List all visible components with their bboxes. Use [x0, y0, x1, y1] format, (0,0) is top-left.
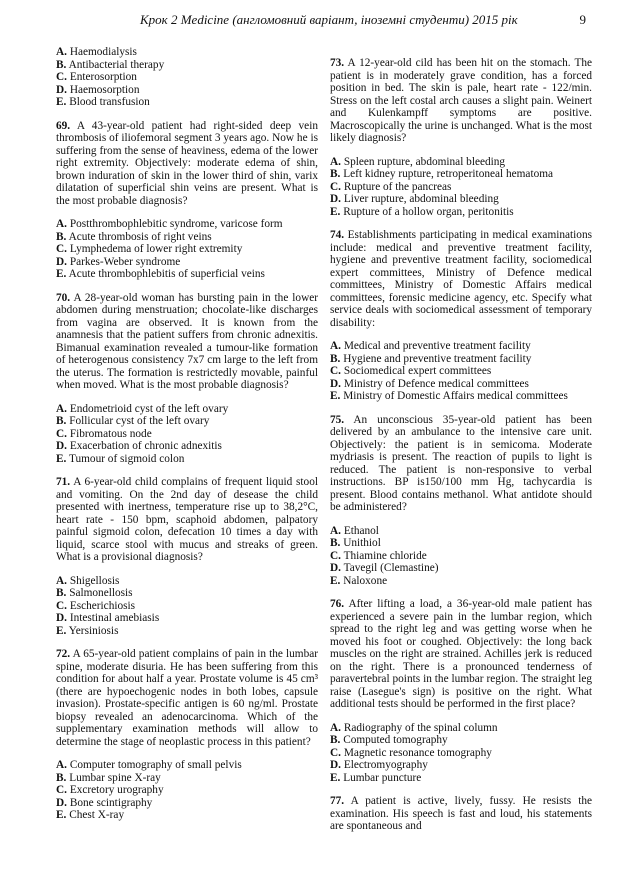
option-text: Lymphedema of lower right extremity [69, 243, 243, 255]
option-letter: A. [56, 759, 67, 771]
option-text: Rupture of the pancreas [343, 180, 452, 193]
answer-option [56, 453, 318, 466]
option-text: Shigellosis [69, 574, 120, 587]
option-text: Acute thrombophlebitis of superficial veins [68, 268, 265, 280]
option-text: Spleen rupture, abdominal bleeding [343, 155, 506, 168]
answer-options [56, 759, 318, 822]
option-letter: E. [56, 452, 67, 465]
lead-options [56, 46, 318, 109]
answer-option [56, 46, 318, 59]
answer-option [330, 340, 592, 353]
question-text: A 6-year-old child complains of frequent liquid stool and vomiting. On the 2nd day of desease the child presented with inertness, temperature rise up to 38,2°C, heart rate - 150 bpm, scaphoid abdomen, palpatory painful sigmoid colon, defecation 10 times a day with liquid, scarce stool with mucus and streaks of green. What is a provisional diagnosis? [56, 476, 318, 563]
option-letter: A. [56, 402, 67, 415]
option-letter: B. [56, 415, 67, 427]
question-stem [56, 292, 318, 392]
answer-option [56, 218, 318, 231]
option-letter: E. [330, 205, 341, 218]
running-title: Крок 2 Medicine (англомовний варіант, іноземні студенти) 2015 рік [140, 12, 518, 27]
question-number: 71. [56, 476, 71, 488]
option-letter: E. [56, 96, 67, 108]
answer-option [330, 759, 592, 772]
question-number: 73. [330, 57, 345, 69]
option-letter: A. [56, 218, 67, 230]
option-text: Ethanol [343, 524, 379, 537]
answer-option [330, 550, 592, 563]
answer-option [56, 575, 318, 588]
question-number: 76. [330, 598, 345, 610]
question-stem [56, 648, 318, 748]
option-letter: D. [330, 193, 341, 205]
option-text: Excretory urography [69, 784, 164, 796]
answer-options [56, 218, 318, 281]
question-block [330, 229, 592, 403]
question-text: After lifting a load, a 36-year-old male patient has experienced a severe pain in the lumbar region, which spread to the right leg and was getting worse when he moved his foot or coughed. Objectively: the long back muscles on the right are strained. Achilles jerk is reduced on the right. There is a pronounced tenderness of paravertebral points in the lumbar region. The straight leg raise (Lasegue's sign) is positive on the right. What additional tests should be performed in the first place? [330, 598, 592, 710]
question-stem [56, 476, 318, 564]
answer-options [330, 340, 592, 403]
answer-option [330, 181, 592, 194]
question-stem [56, 120, 318, 208]
option-text: Computer tomography of small pelvis [69, 759, 242, 771]
question-block [56, 120, 318, 281]
option-text: Exacerbation of chronic adnexitis [69, 440, 222, 452]
question-number: 70. [56, 291, 71, 304]
option-letter: B. [330, 168, 341, 180]
option-text: Lumbar puncture [343, 771, 422, 784]
option-letter: D. [330, 759, 341, 771]
option-letter: A. [330, 155, 341, 168]
option-letter: C. [56, 599, 67, 612]
option-text: Fibromatous node [69, 427, 152, 440]
option-letter: B. [56, 230, 67, 243]
option-letter: C. [330, 549, 341, 562]
question-text: An unconscious 35-year-old patient has been delivered by an ambulance to the intensive care unit. Objectively: the patient is in semicoma. Moderate mydriasis is present. The reaction of pupils to light is reduced. The patient is non-responsive to verbal instructions. BP is150/100 mm Hg, tachycardia is present. Blood contains methanol. What antidote should be administered? [330, 413, 593, 513]
question-block [56, 476, 318, 637]
option-text: Parkes-Weber syndrome [69, 255, 181, 268]
option-letter: E. [330, 771, 341, 784]
option-text: Unithiol [343, 537, 381, 549]
option-text: Thiamine chloride [343, 549, 427, 562]
answer-option [56, 96, 318, 109]
option-letter: B. [56, 58, 67, 71]
question-number: 75. [330, 413, 345, 426]
option-text: Haemosorption [69, 83, 140, 96]
question-stem [330, 598, 592, 711]
question-number: 69. [56, 119, 71, 132]
option-text: Liver rupture, abdominal bleeding [343, 193, 499, 205]
answer-options [330, 156, 592, 219]
answer-option [330, 390, 592, 403]
option-text: Left kidney rupture, retroperitoneal hematoma [343, 168, 554, 180]
option-text: Magnetic resonance tomography [343, 746, 492, 759]
question-block [330, 598, 592, 784]
answer-options [330, 722, 592, 785]
option-letter: B. [330, 352, 341, 365]
question-number: 72. [56, 648, 71, 660]
answer-option [330, 525, 592, 538]
option-text: Antibacterial therapy [68, 58, 165, 71]
option-letter: C. [56, 784, 67, 796]
question-text: A 43-year-old patient had right-sided deep vein thrombosis of iliofemoral segment 3 years ago. Now he is suffering from the sense of heaviness, edema of the lower right extremity. Objectively: moderate edema of shin, brown induration of skin in the lower third of shin, varix dilatation of superficial shin veins are present. What is the most probable diagnosis? [56, 119, 318, 207]
option-letter: E. [56, 268, 67, 280]
question-text: A 65-year-old patient complains of pain in the lumbar spine, moderate disuria. He has been suffering from this condition for about half a year. Prostate volume is 45 cm³ (there are hypoechogenic nodes in both lobes, capsule invasion). Prostate-specific antigen is 60 ng/ml. Prostate biopsy revealed an adenocarcinoma. Which of the supplementary examination methods will allow to determine the stage of neoplastic process in this patient? [56, 648, 318, 748]
question-block [330, 57, 592, 218]
option-text: Medical and preventive treatment facility [343, 340, 531, 352]
option-text: Tavegil (Clemastine) [343, 562, 439, 574]
page-number: 9 [579, 12, 586, 27]
option-letter: E. [330, 574, 341, 587]
option-letter: B. [56, 587, 67, 599]
option-letter: D. [56, 83, 67, 96]
question-stem [330, 795, 592, 833]
option-letter: D. [56, 440, 67, 452]
answer-option [330, 772, 592, 785]
option-text: Rupture of a hollow organ, peritonitis [343, 205, 514, 218]
option-letter: C. [56, 71, 67, 83]
option-text: Haemodialysis [69, 46, 137, 58]
answer-option [56, 625, 318, 638]
question-block [56, 648, 318, 822]
option-text: Ministry of Domestic Affairs medical committees [343, 390, 568, 402]
option-letter: D. [56, 796, 67, 809]
option-text: Chest X-ray [69, 809, 125, 821]
answer-option [56, 797, 318, 810]
answer-option [56, 784, 318, 797]
question-text: A 28-year-old woman has bursting pain in the lower abdomen during menstruation; chocolate-like discharges from vagina are observed. It is known from the anamnesis that the patient suffers from chronic adnexitis. Bimanual examination revealed a tumour-like formation of heterogenous consistency 7x7 cm large to the left from the uterus. The formation is restrictedly movable, painful when moved. What is the most probable diagnosis? [56, 291, 318, 391]
option-text: Bone scintigraphy [69, 796, 153, 809]
option-text: Follicular cyst of the left ovary [69, 415, 210, 427]
left-question-list [56, 120, 318, 822]
option-letter: A. [330, 721, 341, 734]
answer-option [330, 747, 592, 760]
option-text: Salmonellosis [69, 587, 133, 599]
question-block [330, 795, 592, 833]
question-number: 77. [330, 795, 345, 807]
answer-option [330, 562, 592, 575]
answer-option [330, 575, 592, 588]
option-text: Endometrioid cyst of the left ovary [69, 402, 229, 415]
answer-option [56, 256, 318, 269]
option-text: Ministry of Defence medical committees [343, 377, 529, 390]
question-stem [330, 414, 592, 514]
right-question-list [330, 57, 592, 833]
option-letter: B. [330, 734, 341, 746]
answer-option [56, 809, 318, 822]
option-text: Computed tomography [343, 734, 448, 746]
option-text: Electromyography [343, 759, 428, 771]
answer-option [56, 403, 318, 416]
answer-option [56, 84, 318, 97]
answer-option [56, 231, 318, 244]
answer-option [330, 365, 592, 378]
option-letter: A. [330, 340, 341, 352]
answer-option [56, 243, 318, 256]
question-stem [330, 57, 592, 145]
option-letter: A. [330, 524, 341, 537]
option-text: Hygiene and preventive treatment facility [343, 352, 532, 365]
option-letter: A. [56, 574, 67, 587]
question-stem [330, 229, 592, 329]
option-text: Acute thrombosis of right veins [68, 230, 212, 243]
option-text: Escherichiosis [69, 599, 136, 612]
option-letter: C. [330, 746, 341, 759]
question-text: A 12-year-old cild has been hit on the stomach. The patient is in moderately grave condition, has a forced position in bed. The skin is pale, heart rate - 122/min. Stress on the left costal arch causes a slight pain. Weinert and Kulenkampff symptoms are positive. Macroscopically the urine is unchanged. What is the most likely diagnosis? [330, 57, 593, 144]
answer-option [330, 537, 592, 550]
answer-option [56, 415, 318, 428]
question-text: A patient is active, lively, fussy. He resists the examination. His speech is fast and loud, his statements are spontaneous and [330, 795, 593, 832]
option-text: Sociomedical expert committees [343, 365, 492, 377]
question-text: Establishments participating in medical examinations include: medical and preventive treatment facility, hygiene and preventive treatment facility, sociomedical expert committees, Ministry of Defence medical committees, Ministry of Domestic Affairs medical committees, forensic medicine agency, etc. Specify what service deals with sociomedical assessment of temporary disability: [330, 229, 593, 329]
question-number: 74. [330, 229, 345, 241]
answer-options [56, 403, 318, 466]
answer-option [56, 428, 318, 441]
option-letter: D. [330, 377, 341, 390]
option-text: Yersiniosis [68, 624, 119, 637]
option-text: Naloxone [343, 574, 388, 587]
answer-options [330, 525, 592, 588]
right-column [330, 46, 592, 833]
option-text: Radiography of the spinal column [343, 721, 498, 734]
answer-option [330, 353, 592, 366]
option-letter: C. [330, 180, 341, 193]
option-letter: A. [56, 46, 67, 58]
answer-option [56, 268, 318, 281]
option-text: Tumour of sigmoid colon [68, 452, 185, 465]
option-letter: D. [330, 562, 341, 574]
answer-options [56, 575, 318, 638]
option-text: Lumbar spine X-ray [69, 771, 161, 784]
answer-option [330, 378, 592, 391]
option-letter: B. [330, 537, 341, 549]
option-letter: B. [56, 771, 67, 784]
option-letter: D. [56, 255, 67, 268]
answer-option [56, 71, 318, 84]
answer-option [330, 206, 592, 219]
option-text: Postthrombophlebitic syndrome, varicose form [69, 218, 283, 230]
answer-option [56, 759, 318, 772]
answer-option [330, 168, 592, 181]
answer-option [330, 722, 592, 735]
option-text: Blood transfusion [69, 96, 150, 108]
option-text: Intestinal amebiasis [69, 612, 160, 624]
answer-option [330, 156, 592, 169]
answer-option [56, 440, 318, 453]
option-letter: D. [56, 612, 67, 624]
option-letter: E. [56, 809, 67, 821]
answer-option [56, 587, 318, 600]
option-letter: C. [56, 243, 67, 255]
answer-option [330, 193, 592, 206]
option-letter: E. [56, 624, 67, 637]
option-letter: E. [330, 390, 341, 402]
left-column [56, 46, 318, 822]
answer-option [56, 612, 318, 625]
question-block [56, 292, 318, 466]
answer-option [56, 59, 318, 72]
question-block [330, 414, 592, 588]
page-header [0, 12, 638, 32]
answer-option [56, 600, 318, 613]
option-letter: C. [56, 427, 67, 440]
option-letter: C. [330, 365, 341, 377]
option-text: Enterosorption [69, 71, 137, 83]
answer-option [330, 734, 592, 747]
answer-option [56, 772, 318, 785]
